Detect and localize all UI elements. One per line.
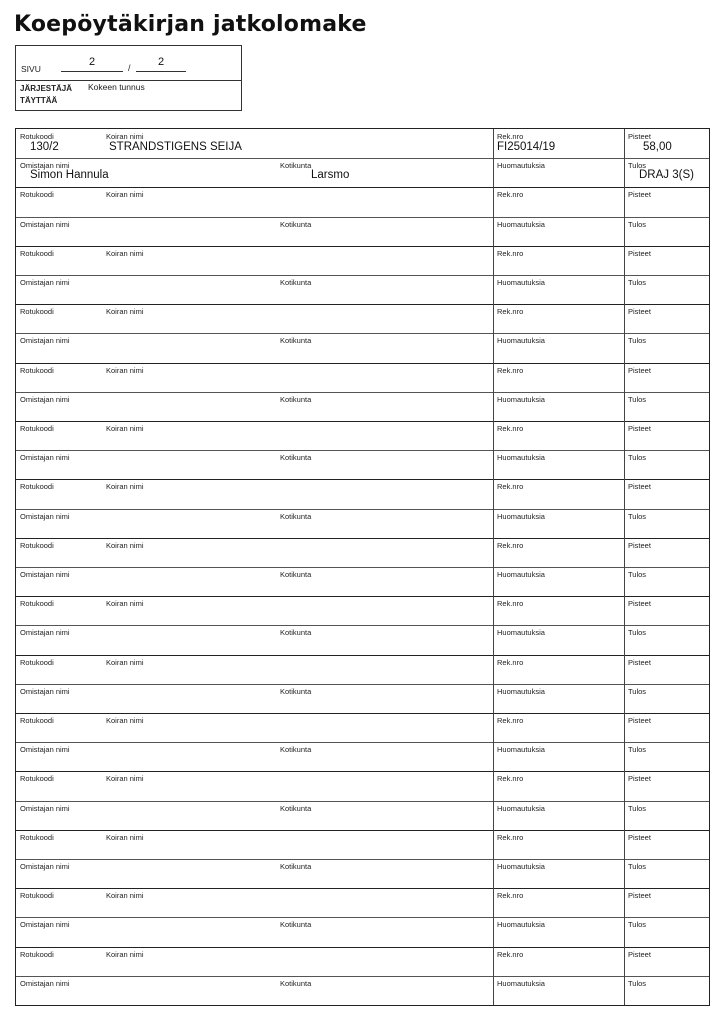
home-town-label: Kotikunta xyxy=(280,745,312,755)
home-town-label: Kotikunta xyxy=(280,803,312,813)
breed-code-label: Rotukoodi xyxy=(20,657,54,667)
entry-divider xyxy=(16,596,709,597)
row-divider xyxy=(16,392,709,393)
breed-code-label: Rotukoodi xyxy=(20,132,54,141)
reg-no-label: Rek.nro xyxy=(497,891,524,901)
column-divider xyxy=(493,363,494,421)
entry-block xyxy=(16,830,709,888)
dog-name-label: Koiran nimi xyxy=(106,424,144,433)
result-label: Tulos xyxy=(628,453,647,463)
column-divider xyxy=(624,771,625,829)
column-divider xyxy=(624,655,625,713)
column-divider xyxy=(624,888,625,946)
remarks-label: Huomautuksia xyxy=(497,745,545,755)
points-label: Pisteet xyxy=(628,424,651,433)
owner-name-label: Omistajan nimi xyxy=(20,569,70,579)
home-town-label: Kotikunta xyxy=(280,394,312,404)
reg-no-label: Rek.nro xyxy=(497,248,524,258)
entry-divider xyxy=(16,655,709,656)
dog-name-label: Koiran nimi xyxy=(106,307,144,317)
row-divider xyxy=(16,976,709,977)
column-divider xyxy=(624,363,625,421)
result-label: Tulos xyxy=(628,394,647,404)
reg-no-label: Rek.nro xyxy=(497,716,524,725)
column-divider xyxy=(493,947,494,1005)
row-divider xyxy=(16,333,709,334)
owner-name-label: Omistajan nimi xyxy=(20,745,70,755)
column-divider xyxy=(493,713,494,771)
dog-name-label: Koiran nimi xyxy=(106,365,144,375)
home-town-label: Kotikunta xyxy=(280,569,312,579)
remarks-label: Huomautuksia xyxy=(497,569,545,579)
entry-block xyxy=(16,363,709,421)
owner-name-label: Omistajan nimi xyxy=(20,628,70,638)
owner-name-label: Omistajan nimi xyxy=(20,336,70,346)
entry-block xyxy=(16,129,709,187)
home-town-label: Kotikunta xyxy=(280,219,312,229)
entry-divider xyxy=(16,713,709,714)
owner-name-label: Omistajan nimi xyxy=(20,219,70,229)
home-town-label: Kotikunta xyxy=(280,978,312,988)
column-divider xyxy=(624,596,625,654)
result-label: Tulos xyxy=(628,336,647,346)
reg-no-label: Rek.nro xyxy=(497,657,524,667)
reg-no-label: Rek.nro xyxy=(497,132,524,141)
row-divider xyxy=(16,275,709,276)
breed-code-label: Rotukoodi xyxy=(20,891,54,901)
column-divider xyxy=(624,713,625,771)
points-label: Pisteet xyxy=(628,540,651,550)
entry-divider xyxy=(16,479,709,480)
reg-no-label: Rek.nro xyxy=(497,599,524,609)
breed-code-label: Rotukoodi xyxy=(20,949,54,959)
entry-divider xyxy=(16,246,709,247)
points-label: Pisteet xyxy=(628,891,651,901)
points-label: Pisteet xyxy=(628,132,651,141)
entry-block xyxy=(16,304,709,362)
owner-name-label: Omistajan nimi xyxy=(20,803,70,813)
owner-name-label: Omistajan nimi xyxy=(20,978,70,988)
home-town-label: Kotikunta xyxy=(280,686,312,696)
breed-code-label: Rotukoodi xyxy=(20,716,54,725)
dog-name-label: Koiran nimi xyxy=(106,482,144,492)
owner-name-label: Omistajan nimi xyxy=(20,453,70,463)
reg-no-label: Rek.nro xyxy=(497,365,524,375)
entry-divider xyxy=(16,888,709,889)
dog-name-value[interactable]: STRANDSTIGENS SEIJA xyxy=(109,141,242,153)
home-town-label: Kotikunta xyxy=(280,277,312,287)
column-divider xyxy=(493,304,494,362)
row-divider xyxy=(16,217,709,218)
row-divider xyxy=(16,509,709,510)
result-label: Tulos xyxy=(628,861,647,871)
row-divider xyxy=(16,742,709,743)
owner-name-label: Omistajan nimi xyxy=(20,394,70,404)
remarks-label: Huomautuksia xyxy=(497,394,545,404)
row-divider xyxy=(16,684,709,685)
result-label: Tulos xyxy=(628,219,647,229)
column-divider xyxy=(493,479,494,537)
dog-name-label: Koiran nimi xyxy=(106,190,144,200)
row-divider xyxy=(16,625,709,626)
result-label: Tulos xyxy=(628,569,647,579)
breed-code-label: Rotukoodi xyxy=(20,540,54,550)
home-town-label: Kotikunta xyxy=(280,453,312,463)
entry-block xyxy=(16,888,709,946)
owner-name-label: Omistajan nimi xyxy=(20,511,70,521)
points-label: Pisteet xyxy=(628,190,651,200)
remarks-label: Huomautuksia xyxy=(497,978,545,988)
entries-table xyxy=(15,128,710,1006)
remarks-label: Huomautuksia xyxy=(497,686,545,696)
points-label: Pisteet xyxy=(628,599,651,609)
result-label: Tulos xyxy=(628,745,647,755)
owner-name-label: Omistajan nimi xyxy=(20,686,70,696)
remarks-label: Huomautuksia xyxy=(497,628,545,638)
remarks-label: Huomautuksia xyxy=(497,920,545,930)
dog-name-label: Koiran nimi xyxy=(106,132,144,141)
points-label: Pisteet xyxy=(628,248,651,258)
result-label: Tulos xyxy=(628,803,647,813)
owner-name-label: Omistajan nimi xyxy=(20,277,70,287)
breed-code-label: Rotukoodi xyxy=(20,248,54,258)
result-label: Tulos xyxy=(628,161,647,171)
entry-divider xyxy=(16,363,709,364)
breed-code-value[interactable]: 130/2 xyxy=(30,141,59,153)
form-title: Koepöytäkirjan jatkolomake xyxy=(14,12,367,37)
entry-block xyxy=(16,596,709,654)
owner-name-value[interactable]: Simon Hannula xyxy=(30,169,109,182)
remarks-label: Huomautuksia xyxy=(497,861,545,871)
page-info-box xyxy=(15,45,242,111)
organizer-label-line2: TÄYTTÄÄ xyxy=(20,96,58,105)
dog-name-label: Koiran nimi xyxy=(106,774,144,784)
column-divider xyxy=(624,187,625,245)
result-value[interactable]: DRAJ 3(S) xyxy=(639,169,694,182)
row-divider xyxy=(16,801,709,802)
breed-code-label: Rotukoodi xyxy=(20,774,54,784)
row-divider xyxy=(16,567,709,568)
breed-code-label: Rotukoodi xyxy=(20,424,54,433)
reg-no-label: Rek.nro xyxy=(497,482,524,492)
entry-block xyxy=(16,713,709,771)
points-label: Pisteet xyxy=(628,482,651,492)
points-label: Pisteet xyxy=(628,365,651,375)
entry-block xyxy=(16,947,709,1005)
result-label: Tulos xyxy=(628,920,647,930)
entry-divider xyxy=(16,771,709,772)
remarks-label: Huomautuksia xyxy=(497,511,545,521)
dog-name-label: Koiran nimi xyxy=(106,657,144,667)
reg-no-label: Rek.nro xyxy=(497,949,524,959)
entry-block xyxy=(16,187,709,245)
points-label: Pisteet xyxy=(628,657,651,667)
dog-name-label: Koiran nimi xyxy=(106,832,144,842)
breed-code-label: Rotukoodi xyxy=(20,599,54,609)
column-divider xyxy=(493,888,494,946)
breed-code-label: Rotukoodi xyxy=(20,365,54,375)
reg-no-label: Rek.nro xyxy=(497,832,524,842)
column-divider xyxy=(493,771,494,829)
result-label: Tulos xyxy=(628,277,647,287)
points-label: Pisteet xyxy=(628,832,651,842)
column-divider xyxy=(493,538,494,596)
entry-divider xyxy=(16,947,709,948)
trial-id-label: Kokeen tunnus xyxy=(88,82,145,92)
result-label: Tulos xyxy=(628,511,647,521)
entry-divider xyxy=(16,187,709,188)
page-total-field[interactable]: 2 xyxy=(136,56,186,72)
page-separator: / xyxy=(128,63,131,73)
page-number-row xyxy=(16,46,241,81)
reg-no-label: Rek.nro xyxy=(497,307,524,317)
entry-block xyxy=(16,771,709,829)
breed-code-label: Rotukoodi xyxy=(20,832,54,842)
points-label: Pisteet xyxy=(628,716,651,725)
column-divider xyxy=(493,129,494,187)
remarks-label: Huomautuksia xyxy=(497,453,545,463)
home-town-label: Kotikunta xyxy=(280,628,312,638)
owner-name-label: Omistajan nimi xyxy=(20,920,70,930)
row-divider xyxy=(16,917,709,918)
owner-name-label: Omistajan nimi xyxy=(20,161,70,171)
entry-divider xyxy=(16,538,709,539)
column-divider xyxy=(493,830,494,888)
row-divider xyxy=(16,450,709,451)
breed-code-label: Rotukoodi xyxy=(20,307,54,317)
row-divider xyxy=(16,859,709,860)
page-current-field[interactable]: 2 xyxy=(61,56,123,72)
dog-name-label: Koiran nimi xyxy=(106,716,144,725)
breed-code-label: Rotukoodi xyxy=(20,190,54,200)
entry-block xyxy=(16,655,709,713)
column-divider xyxy=(624,129,625,187)
entry-block xyxy=(16,246,709,304)
remarks-label: Huomautuksia xyxy=(497,336,545,346)
column-divider xyxy=(624,538,625,596)
column-divider xyxy=(624,830,625,888)
organizer-label-line1: JÄRJESTÄJÄ xyxy=(20,84,73,93)
result-label: Tulos xyxy=(628,628,647,638)
column-divider xyxy=(624,304,625,362)
home-town-label: Kotikunta xyxy=(280,511,312,521)
column-divider xyxy=(624,421,625,479)
breed-code-label: Rotukoodi xyxy=(20,482,54,492)
entry-block xyxy=(16,421,709,479)
column-divider xyxy=(493,655,494,713)
column-divider xyxy=(493,421,494,479)
points-label: Pisteet xyxy=(628,307,651,317)
remarks-label: Huomautuksia xyxy=(497,277,545,287)
column-divider xyxy=(493,187,494,245)
remarks-label: Huomautuksia xyxy=(497,219,545,229)
organizer-label xyxy=(20,83,72,107)
column-divider xyxy=(624,947,625,1005)
dog-name-label: Koiran nimi xyxy=(106,540,144,550)
owner-name-label: Omistajan nimi xyxy=(20,861,70,871)
reg-no-label: Rek.nro xyxy=(497,424,524,433)
dog-name-label: Koiran nimi xyxy=(106,248,144,258)
home-town-label: Kotikunta xyxy=(280,920,312,930)
points-label: Pisteet xyxy=(628,949,651,959)
reg-no-label: Rek.nro xyxy=(497,190,524,200)
result-label: Tulos xyxy=(628,686,647,696)
column-divider xyxy=(493,596,494,654)
entry-divider xyxy=(16,830,709,831)
dog-name-label: Koiran nimi xyxy=(106,891,144,901)
column-divider xyxy=(624,479,625,537)
row-divider xyxy=(16,158,709,159)
reg-no-value[interactable]: FI25014/19 xyxy=(497,141,556,153)
column-divider xyxy=(624,246,625,304)
remarks-label: Huomautuksia xyxy=(497,803,545,813)
column-divider xyxy=(493,246,494,304)
sivu-label: SIVU xyxy=(21,64,41,74)
remarks-label: Huomautuksia xyxy=(497,161,545,171)
entry-block xyxy=(16,538,709,596)
reg-no-label: Rek.nro xyxy=(497,540,524,550)
result-label: Tulos xyxy=(628,978,647,988)
dog-name-label: Koiran nimi xyxy=(106,599,144,609)
dog-name-label: Koiran nimi xyxy=(106,949,144,959)
home-town-value[interactable]: Larsmo xyxy=(311,169,350,182)
points-value[interactable]: 58,00 xyxy=(643,141,672,153)
reg-no-label: Rek.nro xyxy=(497,774,524,784)
home-town-label: Kotikunta xyxy=(280,161,312,171)
entry-block xyxy=(16,479,709,537)
home-town-label: Kotikunta xyxy=(280,336,312,346)
points-label: Pisteet xyxy=(628,774,651,784)
entry-divider xyxy=(16,304,709,305)
entry-divider xyxy=(16,421,709,422)
home-town-label: Kotikunta xyxy=(280,861,312,871)
